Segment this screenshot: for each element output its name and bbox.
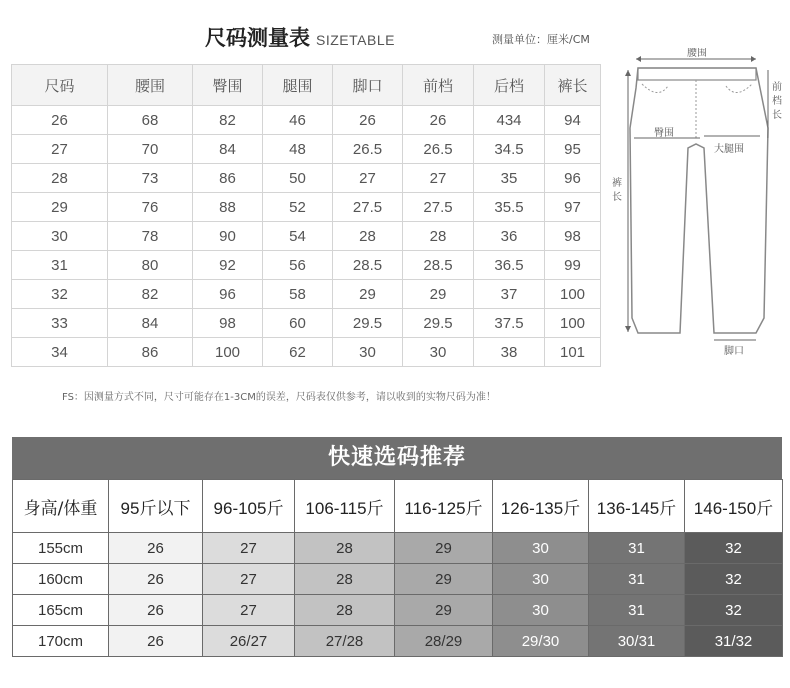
size-cell: 68 [108,106,193,135]
size-cell: 50 [263,164,333,193]
recommend-cell: 32 [685,595,783,626]
size-cell: 35.5 [474,193,545,222]
size-cell: 76 [108,193,193,222]
recommend-cell: 28 [295,595,395,626]
recommend-cell: 31/32 [685,626,783,657]
size-col-header: 前档 [403,65,474,106]
table-row [12,338,601,367]
recommend-cell: 27 [203,595,295,626]
size-cell: 27.5 [403,193,474,222]
size-cell: 37 [474,280,545,309]
recommend-col-header: 96-105斤 [203,480,295,533]
recommend-cell: 27 [203,564,295,595]
label-front-rise-1: 前 [772,82,782,93]
size-cell: 26.5 [403,135,474,164]
recommend-col-header: 106-115斤 [295,480,395,533]
height-label: 165cm [13,595,109,626]
size-col-header: 脚口 [333,65,403,106]
table-row [12,193,601,222]
size-cell: 38 [474,338,545,367]
size-cell: 84 [193,135,263,164]
size-cell: 29 [333,280,403,309]
recommend-cell: 30 [493,564,589,595]
recommend-table-body [13,533,783,657]
arrow-icon [751,56,756,62]
size-cell: 32 [12,280,108,309]
size-cell: 26 [333,106,403,135]
size-col-header: 腿围 [263,65,333,106]
size-cell: 36.5 [474,251,545,280]
size-cell: 30 [12,222,108,251]
size-cell: 73 [108,164,193,193]
size-cell: 92 [193,251,263,280]
size-cell: 97 [545,193,601,222]
size-cell: 30 [333,338,403,367]
size-col-header: 臀围 [193,65,263,106]
recommend-cell: 27 [203,533,295,564]
recommend-table [12,479,783,657]
size-cell: 95 [545,135,601,164]
size-cell: 58 [263,280,333,309]
table-row [12,106,601,135]
size-col-header: 腰围 [108,65,193,106]
height-label: 160cm [13,564,109,595]
size-cell: 26 [403,106,474,135]
unit-note: 测量单位：厘米/CM [492,33,590,46]
table-row [12,251,601,280]
size-cell: 86 [193,164,263,193]
size-cell: 48 [263,135,333,164]
size-cell: 78 [108,222,193,251]
table-row [13,595,783,626]
size-cell: 94 [545,106,601,135]
size-cell: 82 [193,106,263,135]
trousers-diagram [608,48,790,368]
title-cn: 尺码测量表 [205,26,311,50]
size-cell: 100 [193,338,263,367]
size-cell: 90 [193,222,263,251]
recommend-table-header [13,480,783,533]
recommend-cell: 29 [395,595,493,626]
label-waist: 腰围 [687,48,707,59]
arrow-icon [636,56,641,62]
size-cell: 54 [263,222,333,251]
recommend-cell: 26 [109,564,203,595]
size-table [11,64,601,367]
recommend-col-header: 126-135斤 [493,480,589,533]
size-col-header: 尺码 [12,65,108,106]
height-label: 155cm [13,533,109,564]
size-cell: 100 [545,280,601,309]
size-cell: 56 [263,251,333,280]
size-cell: 46 [263,106,333,135]
table-row [13,564,783,595]
label-hem: 脚口 [724,346,744,357]
size-cell: 33 [12,309,108,338]
table-row [12,164,601,193]
recommend-col-header: 146-150斤 [685,480,783,533]
size-cell: 27 [403,164,474,193]
size-col-header: 裤长 [545,65,601,106]
label-front-rise-3: 长 [772,110,782,121]
table-row [12,309,601,338]
recommend-cell: 27/28 [295,626,395,657]
size-cell: 29.5 [403,309,474,338]
size-cell: 82 [108,280,193,309]
recommend-col-header: 116-125斤 [395,480,493,533]
recommend-cell: 28 [295,564,395,595]
size-table-header [12,65,601,106]
size-cell: 62 [263,338,333,367]
size-cell: 26.5 [333,135,403,164]
recommend-cell: 26 [109,626,203,657]
table-row [12,280,601,309]
size-cell: 35 [474,164,545,193]
recommend-col-header: 95斤以下 [109,480,203,533]
size-cell: 28.5 [403,251,474,280]
recommend-cell: 28/29 [395,626,493,657]
size-cell: 34.5 [474,135,545,164]
label-length-2: 长 [612,192,622,203]
size-cell: 96 [545,164,601,193]
recommend-title: 快速选码推荐 [12,437,782,479]
size-cell: 27 [12,135,108,164]
recommend-cell: 26/27 [203,626,295,657]
recommend-cell: 32 [685,533,783,564]
recommend-cell: 26 [109,533,203,564]
recommend-cell: 29/30 [493,626,589,657]
recommend-cell: 30 [493,595,589,626]
size-cell: 30 [403,338,474,367]
recommend-cell: 32 [685,564,783,595]
recommend-cell: 28 [295,533,395,564]
table-row [12,222,601,251]
table-row [13,533,783,564]
arrow-icon [625,70,631,76]
size-cell: 98 [193,309,263,338]
size-cell: 96 [193,280,263,309]
label-length-1: 裤 [612,178,622,189]
size-cell: 29 [12,193,108,222]
size-cell: 80 [108,251,193,280]
footnote: FS：因测量方式不同，尺寸可能存在1-3CM的误差，尺码表仅供参考，请以收到的实物尺码为准！ [62,392,496,403]
recommend-col-header: 136-145斤 [589,480,685,533]
size-cell: 34 [12,338,108,367]
size-cell: 100 [545,309,601,338]
size-cell: 52 [263,193,333,222]
label-hip: 臀围 [654,128,674,139]
size-table-body [12,106,601,367]
size-cell: 37.5 [474,309,545,338]
size-cell: 88 [193,193,263,222]
size-cell: 27 [333,164,403,193]
size-col-header: 后档 [474,65,545,106]
size-cell: 31 [12,251,108,280]
trousers-outline [630,68,768,333]
height-label: 170cm [13,626,109,657]
table-row [12,135,601,164]
size-cell: 99 [545,251,601,280]
size-cell: 98 [545,222,601,251]
size-cell: 86 [108,338,193,367]
size-cell: 70 [108,135,193,164]
recommend-cell: 29 [395,564,493,595]
recommend-col-header: 身高/体重 [13,480,109,533]
label-front-rise-2: 档 [772,96,782,107]
arrow-icon [625,326,631,332]
size-cell: 28 [12,164,108,193]
title-en: SIZETABLE [316,32,395,48]
recommend-cell: 31 [589,564,685,595]
table-row [13,626,783,657]
size-cell: 84 [108,309,193,338]
size-cell: 28 [333,222,403,251]
recommend-cell: 31 [589,533,685,564]
recommend-cell: 29 [395,533,493,564]
size-cell: 36 [474,222,545,251]
size-cell: 27.5 [333,193,403,222]
size-cell: 26 [12,106,108,135]
size-cell: 28.5 [333,251,403,280]
size-cell: 29 [403,280,474,309]
size-cell: 101 [545,338,601,367]
recommend-cell: 30 [493,533,589,564]
size-cell: 29.5 [333,309,403,338]
recommend-cell: 30/31 [589,626,685,657]
recommend-cell: 26 [109,595,203,626]
size-cell: 60 [263,309,333,338]
size-cell: 28 [403,222,474,251]
recommend-cell: 31 [589,595,685,626]
label-thigh: 大腿围 [714,144,744,155]
size-cell: 434 [474,106,545,135]
